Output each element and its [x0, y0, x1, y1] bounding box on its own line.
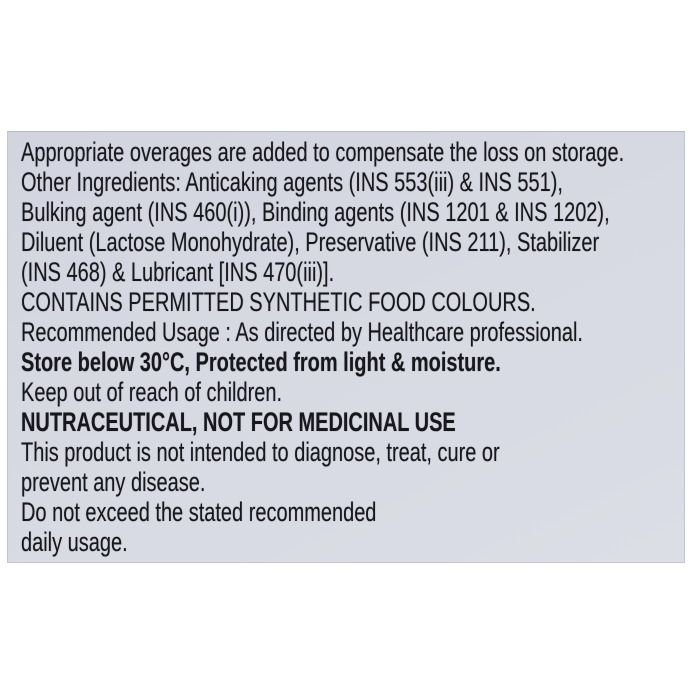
label-line: Bulking agent (INS 460(i)), Binding agents (INS 1201 & INS 1202), [21, 197, 610, 227]
label-line: prevent any disease. [21, 467, 206, 497]
label-line: daily usage. [21, 527, 128, 557]
label-line: Store below 30°C, Protected from light & moisture. [21, 347, 501, 377]
label-line: Other Ingredients: Anticaking agents (INS 553(iii) & INS 551), [21, 167, 563, 197]
label-line: (INS 468) & Lubricant [INS 470(iii)]. [21, 257, 335, 287]
label-line: Do not exceed the stated recommended [21, 497, 377, 527]
label-line: Keep out of reach of children. [21, 377, 283, 407]
label-line: Appropriate overages are added to compensate the loss on storage. [21, 137, 625, 167]
product-label [7, 131, 685, 563]
label-line: NUTRACEUTICAL, NOT FOR MEDICINAL USE [21, 407, 456, 437]
label-line: Diluent (Lactose Monohydrate), Preservative (INS 211), Stabilizer [21, 227, 600, 257]
label-line: This product is not intended to diagnose, treat, cure or [21, 437, 500, 467]
label-line: Recommended Usage : As directed by Healthcare professional. [21, 317, 583, 347]
label-line: CONTAINS PERMITTED SYNTHETIC FOOD COLOURS. [21, 287, 536, 317]
